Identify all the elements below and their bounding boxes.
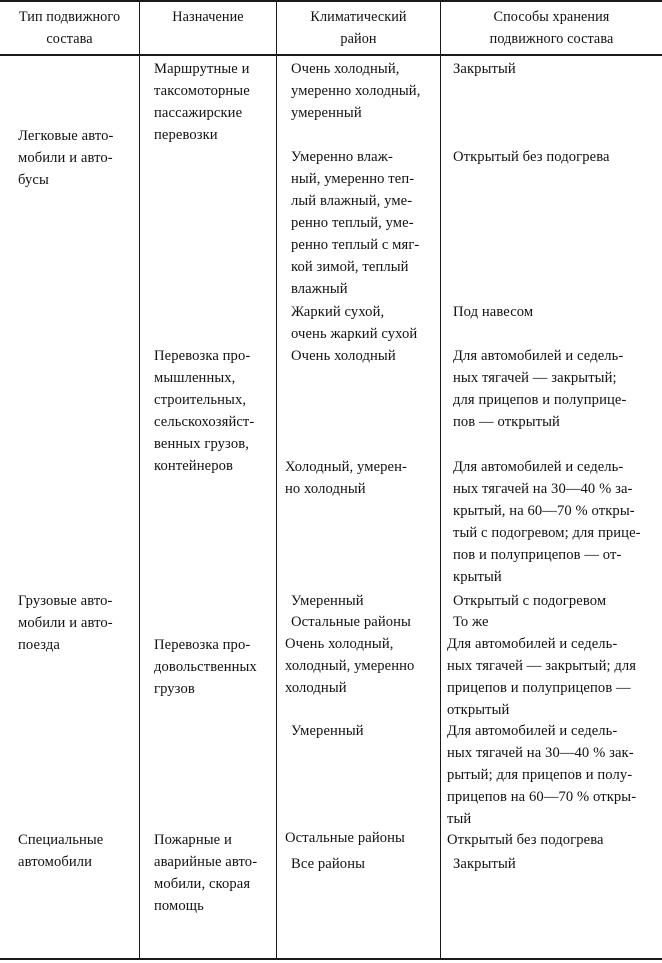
header-climate-zone: Климатический район — [310, 9, 407, 47]
storage-method-4: Для автомобилей и седель- ных тягачей — закрытый; для прицепов и полуприце- пов — открытый — [453, 348, 627, 430]
header-bottom-border — [0, 54, 662, 56]
vehicle-type-special: Специальные автомобили — [18, 832, 104, 870]
storage-method-8: Для автомобилей и седель- ных тягачей — закрытый; для прицепов и полуприцепов — открытый — [447, 636, 637, 718]
header-vehicle-type: Тип подвижного состава — [18, 9, 121, 47]
climate-zone-1: Очень холодный, умеренно холодный, умеренный — [291, 61, 421, 121]
purpose-industrial: Перевозка про- мышленных, строительных, сельскохозяйст- венных грузов, контейнеров — [154, 348, 255, 474]
storage-method-10: Открытый без подогрева — [447, 832, 604, 848]
climate-zone-9: Умеренный — [291, 723, 364, 739]
climate-zone-5: Холодный, умерен- но холодный — [285, 459, 407, 497]
column-divider-2 — [276, 0, 277, 959]
header-storage-method: Способы хранения подвижного состава — [489, 9, 614, 47]
storage-method-3: Под навесом — [453, 304, 534, 320]
storage-method-7: То же — [453, 614, 489, 630]
vehicle-type-cars-buses: Легковые авто- мобили и авто- бусы — [18, 128, 114, 188]
climate-zone-4: Очень холодный — [291, 348, 396, 364]
column-divider-3 — [440, 0, 441, 959]
storage-method-9: Для автомобилей и седель- ных тягачей на 30—40 % зак- рытый; для прицепов и полу- прицепов на 60—70 % откры- тый — [447, 723, 637, 827]
purpose-passenger: Маршрутные и таксомоторные пассажирские перевозки — [154, 61, 250, 143]
climate-zone-7: Остальные районы — [291, 614, 411, 630]
climate-zone-8: Очень холодный, холодный, умеренно холодный — [285, 636, 415, 696]
climate-zone-6: Умеренный — [291, 593, 364, 609]
table-bottom-border — [0, 958, 662, 960]
climate-zone-11: Все районы — [291, 856, 366, 872]
storage-method-1: Закрытый — [453, 61, 516, 77]
storage-method-6: Открытый с подогревом — [453, 593, 607, 609]
vehicle-type-trucks: Грузовые авто- мобили и авто- поезда — [18, 593, 113, 653]
storage-method-11: Закрытый — [453, 856, 516, 872]
purpose-food: Перевозка про- довольственных грузов — [154, 637, 257, 697]
purpose-emergency: Пожарные и аварийные авто- мобили, скорая помощь — [154, 832, 258, 914]
climate-zone-3: Жаркий сухой, очень жаркий сухой — [291, 304, 418, 342]
climate-zone-2: Умеренно влаж- ный, умеренно теп- лый влажный, уме- ренно теплый, уме- ренно теплый с мяг- кой зимой, теплый влажный — [291, 149, 420, 297]
header-purpose: Назначение — [172, 9, 244, 25]
table-top-border — [0, 0, 662, 2]
column-divider-1 — [139, 0, 140, 959]
climate-zone-10: Остальные районы — [285, 830, 405, 846]
storage-method-5: Для автомобилей и седель- ных тягачей на 30—40 % за- крытый, на 60—70 % откры- тый с подогревом; для прице- пов и полуприцепов — от- крытый — [453, 459, 641, 585]
storage-method-2: Открытый без подогрева — [453, 149, 610, 165]
